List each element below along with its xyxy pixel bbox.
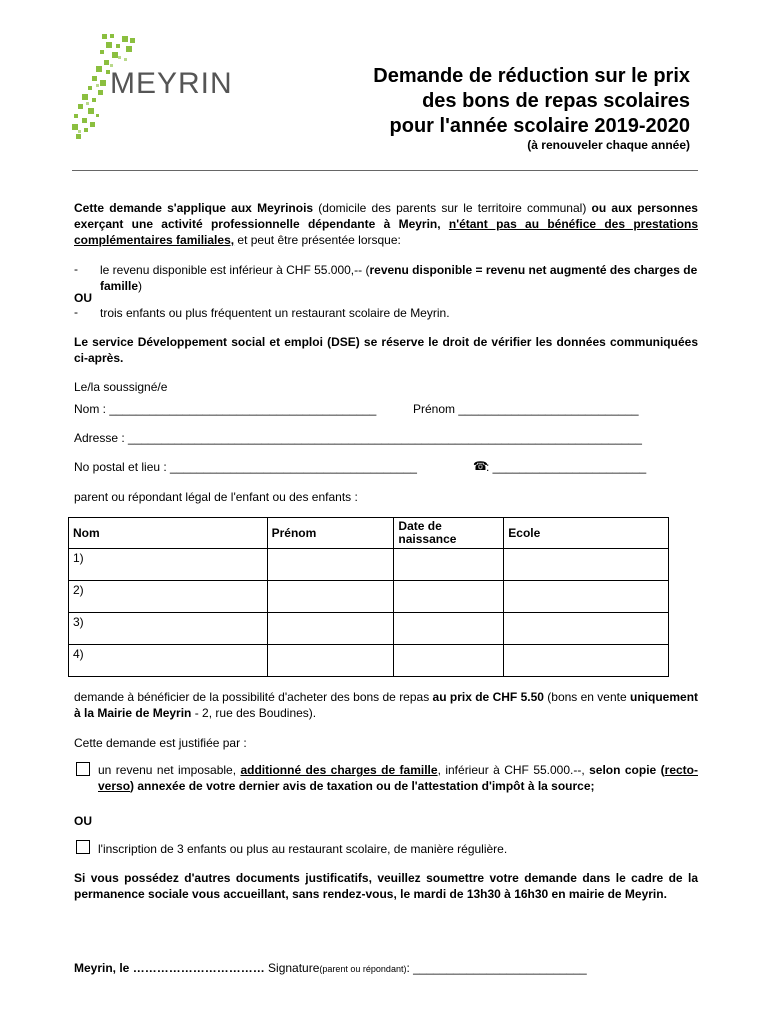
place-date-field[interactable]: Meyrin, le …………………………… — [74, 961, 265, 975]
table-row — [69, 581, 669, 613]
permanence-note: Si vous possédez d'autres documents justificatifs, veuillez soumettre votre demande dans le cadre de la permanence sociale vous accueillant, sans rendez-vous, le mardi de 13h30 à 16h30 en mairie de Meyrin. — [74, 871, 698, 901]
row-4-nom[interactable]: 4) — [69, 645, 268, 677]
logo-text: MEYRIN — [110, 67, 233, 100]
opt1-text-2: , inférieur à CHF 55.000.--, — [437, 763, 590, 777]
phone-field[interactable]: : _______________________ — [486, 460, 647, 474]
condition-2: trois enfants ou plus fréquentent un restaurant scolaire de Meyrin. — [100, 306, 450, 320]
request-mairie: uniquement à la Mairie de Meyrin — [74, 690, 699, 720]
condition-1 — [100, 262, 698, 294]
adresse-field[interactable]: Adresse : _____________________________________________________________________________ — [74, 431, 642, 445]
option-revenu — [98, 762, 698, 794]
nom-field[interactable]: Nom : ________________________________________ — [74, 402, 377, 416]
or-label-2: OU — [74, 814, 92, 828]
signature-label: Signature — [264, 961, 320, 975]
header-divider — [72, 170, 698, 171]
row-2-nom[interactable]: 2) — [69, 581, 268, 613]
condition-1-bold: revenu disponible = revenu net augmenté des charges de famille — [100, 263, 698, 293]
request-paragraph — [74, 689, 698, 721]
justification-intro: Cette demande est justifiée par : — [74, 736, 247, 750]
row-3-nom[interactable]: 3) — [69, 613, 268, 645]
condition-1-end: ) — [138, 279, 143, 293]
row-3-date[interactable] — [394, 613, 504, 645]
opt1-recto-verso: recto-verso — [98, 763, 698, 793]
header-ecole: Ecole — [504, 518, 669, 549]
request-price: au prix de CHF 5.50 — [432, 690, 544, 704]
dash-1: - — [74, 262, 78, 276]
revenu-checkbox[interactable] — [76, 762, 90, 776]
row-1-date[interactable] — [394, 549, 504, 581]
opt1-bold-1: selon copie ( — [589, 763, 665, 777]
table-row — [69, 613, 669, 645]
row-1-nom[interactable]: 1) — [69, 549, 268, 581]
request-text-2: (bons en vente — [543, 690, 631, 704]
row-1-prenom[interactable] — [267, 549, 394, 581]
signature-qualifier: (parent ou répondant) — [319, 964, 407, 974]
row-4-ecole[interactable] — [504, 645, 669, 677]
soussigne-label: Le/la soussigné/e — [74, 380, 168, 394]
intro-paragraph — [74, 200, 698, 248]
subtitle: (à renouveler chaque année) — [527, 138, 690, 152]
prenom-field[interactable]: Prénom ___________________________ — [413, 402, 639, 416]
intro-bold-underline: n'étant pas au bénéfice des prestations complémentaires familiales, — [74, 217, 699, 247]
intro-text-1: (domicile des parents sur le territoire communal) — [313, 201, 592, 215]
title-line-1: Demande de réduction sur le prix — [373, 65, 690, 87]
row-2-date[interactable] — [394, 581, 504, 613]
dash-2: - — [74, 305, 78, 319]
condition-1-text: le revenu disponible est inférieur à CHF 55.000,-- ( — [100, 263, 370, 277]
or-label-1: OU — [74, 291, 92, 305]
children-table — [68, 517, 669, 677]
request-text-3: - 2, rue des Boudines). — [191, 706, 317, 720]
parent-label: parent ou répondant légal de l'enfant ou des enfants : — [74, 490, 358, 504]
header-prenom: Prénom — [267, 518, 394, 549]
intro-bold-2: ou aux personnes exerçant une activité professionnelle dépendante à Meyrin, — [74, 201, 698, 231]
signature-field[interactable]: : __________________________ — [406, 961, 587, 975]
nopostal-field[interactable]: No postal et lieu : _____________________________________ — [74, 460, 417, 474]
table-header-row — [69, 518, 669, 549]
table-row — [69, 549, 669, 581]
header-date-naissance: Date de naissance — [394, 518, 504, 549]
header-nom: Nom — [69, 518, 268, 549]
request-text-1: demande à bénéficier de la possibilité d'acheter des bons de repas — [74, 690, 433, 704]
intro-bold-1: Cette demande s'applique aux Meyrinois — [74, 201, 314, 215]
row-4-prenom[interactable] — [267, 645, 394, 677]
row-1-ecole[interactable] — [504, 549, 669, 581]
opt1-bold-underline: additionné des charges de famille — [240, 763, 438, 777]
row-4-date[interactable] — [394, 645, 504, 677]
intro-text-2: et peut être présentée lorsque: — [234, 233, 401, 247]
opt1-bold-2: ) annexée de votre dernier avis de taxation ou de l'attestation d'impôt à la source; — [130, 779, 595, 793]
service-note: Le service Développement social et emploi (DSE) se réserve le droit de vérifier les données communiquées ci-après. — [74, 335, 698, 365]
phone-icon: ☎ — [473, 459, 488, 473]
title-line-2: des bons de repas scolaires — [422, 90, 690, 112]
row-3-prenom[interactable] — [267, 613, 394, 645]
row-3-ecole[interactable] — [504, 613, 669, 645]
option-enfants: l'inscription de 3 enfants ou plus au restaurant scolaire, de manière régulière. — [98, 842, 508, 856]
signature-line — [74, 960, 587, 977]
table-row — [69, 645, 669, 677]
opt1-text-1: un revenu net imposable, — [98, 763, 241, 777]
enfants-checkbox[interactable] — [76, 840, 90, 854]
row-2-prenom[interactable] — [267, 581, 394, 613]
row-2-ecole[interactable] — [504, 581, 669, 613]
title-line-3: pour l'année scolaire 2019-2020 — [389, 115, 690, 137]
